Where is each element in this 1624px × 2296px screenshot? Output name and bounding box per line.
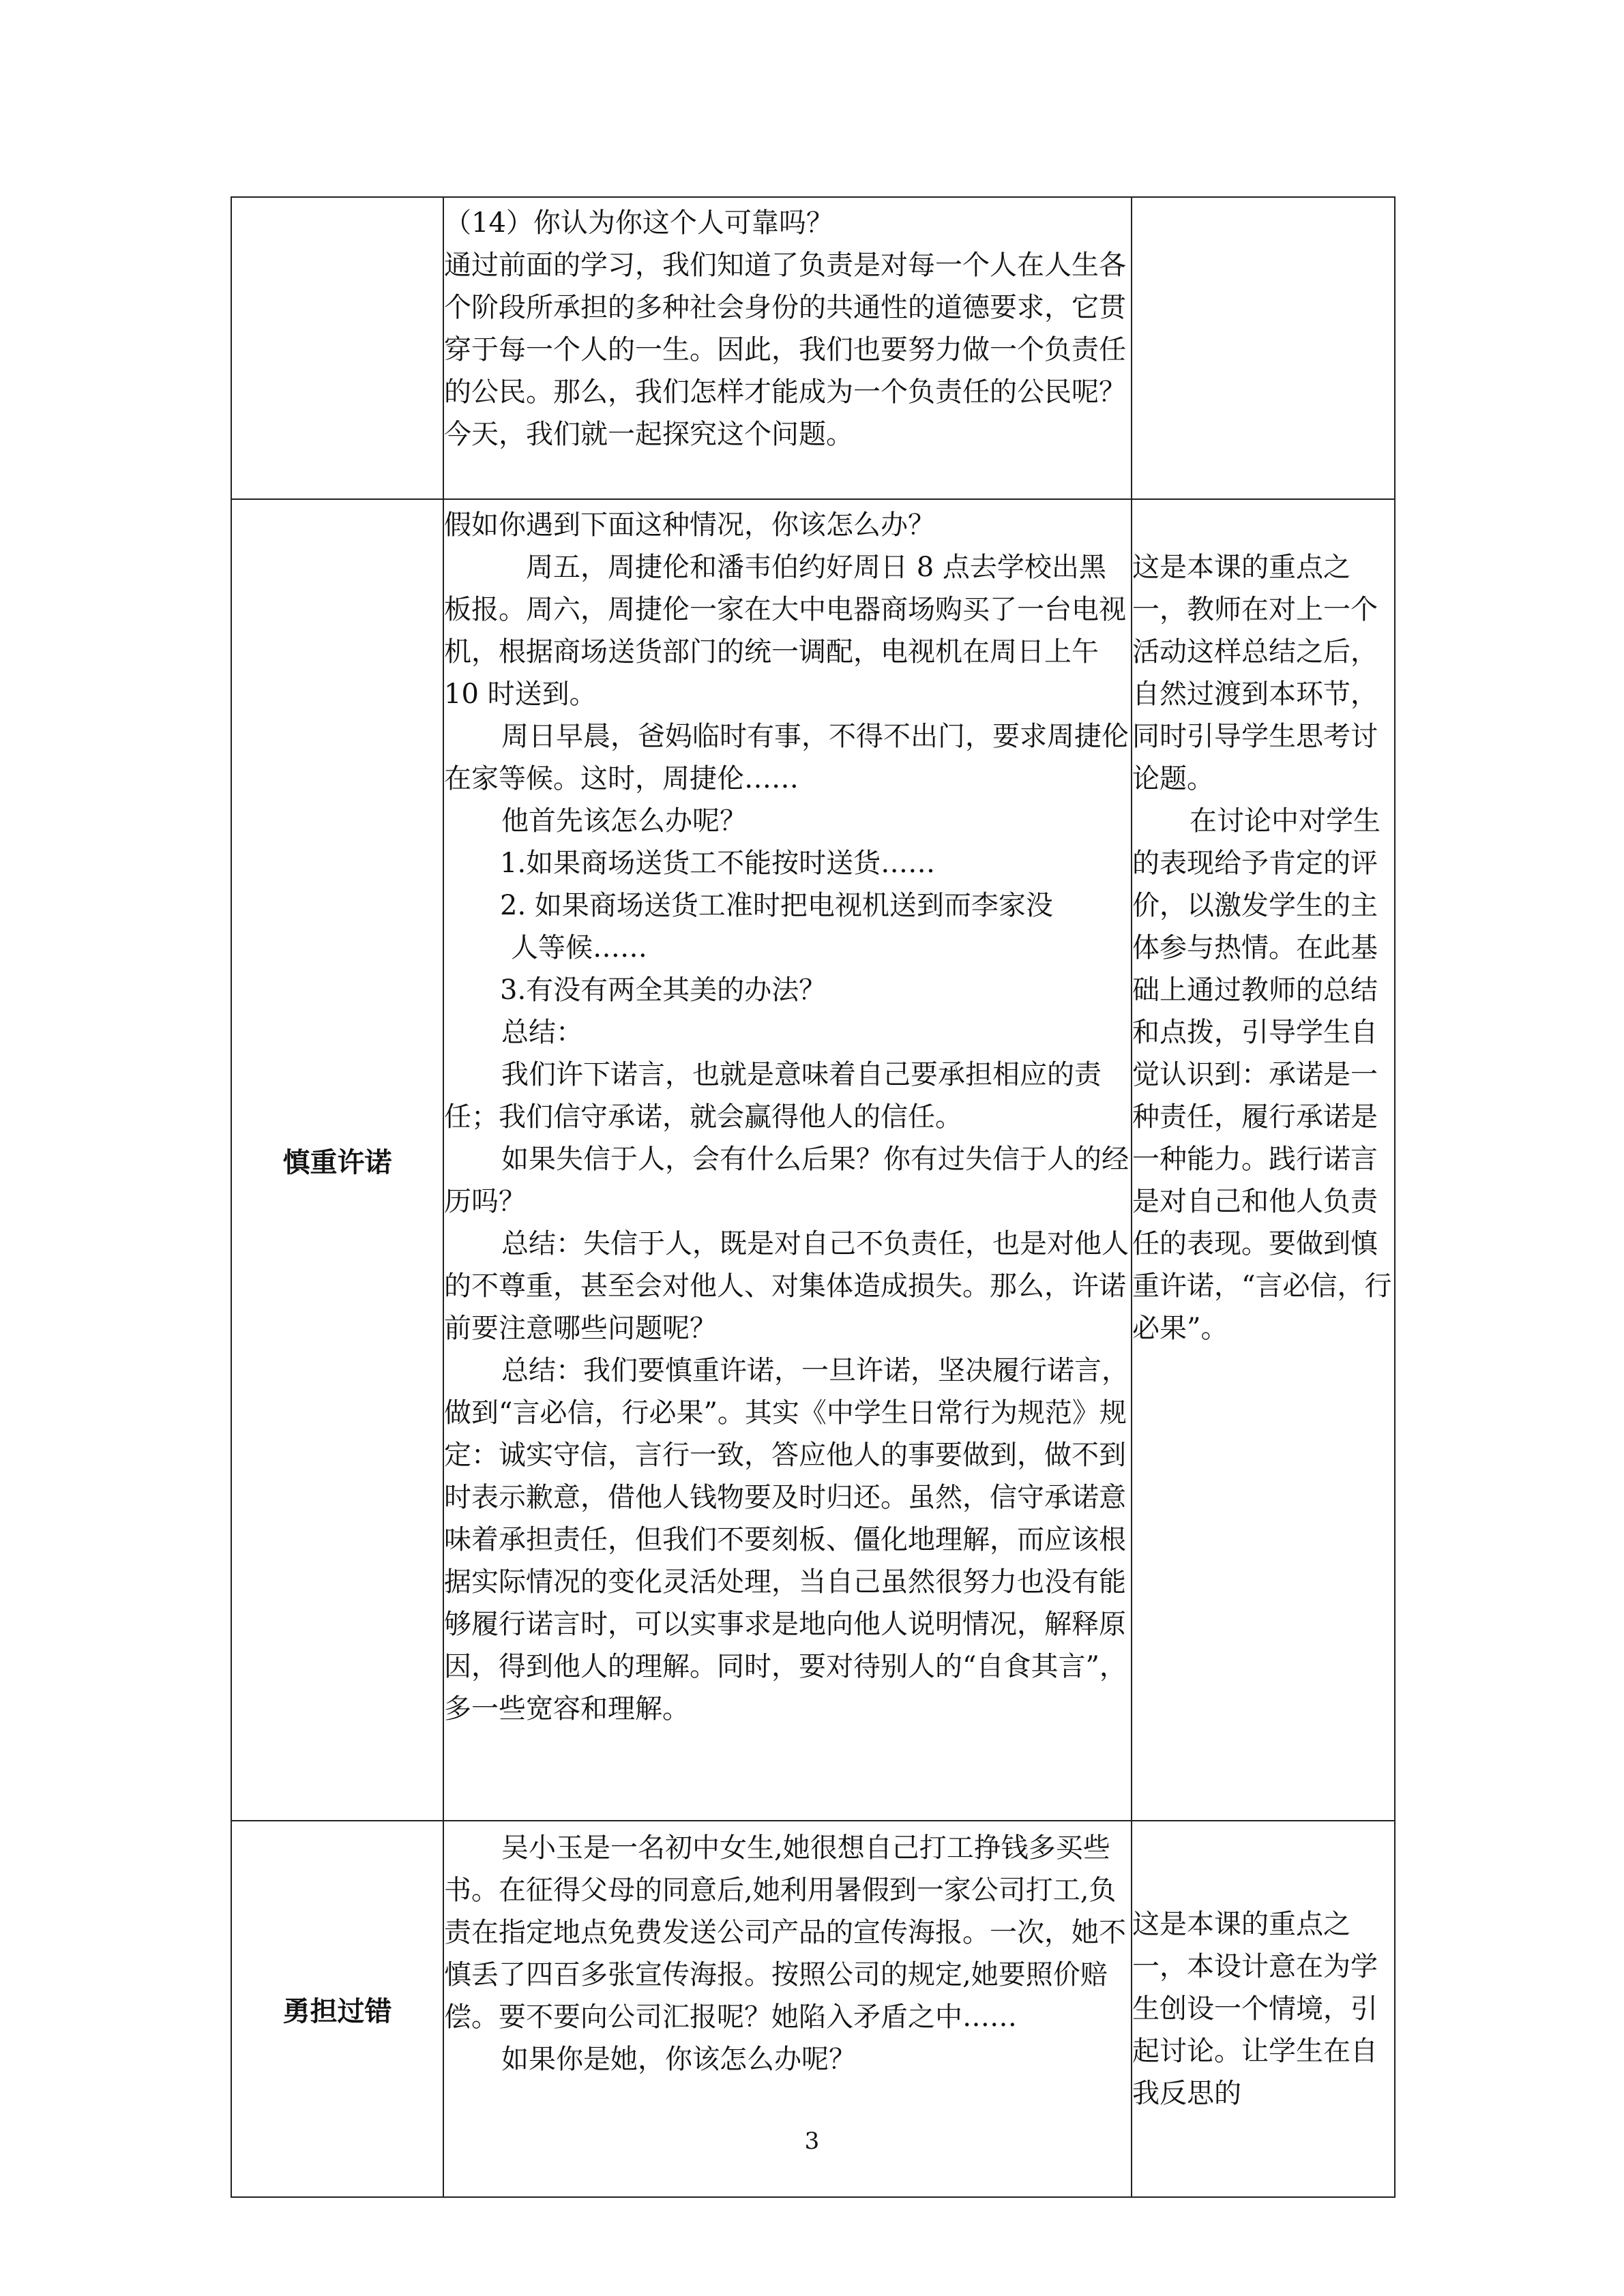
section-label-mistake: 勇担过错 (231, 1821, 443, 2197)
activity-content (443, 197, 1132, 499)
table-row (231, 499, 1395, 1821)
question-line: （14）你认为你这个人可靠吗？ (444, 207, 833, 239)
discussion-item-cont: 人等候…… (511, 932, 647, 964)
discussion-item: 2. 如果商场送货工准时把电视机送到而李家没 (500, 890, 1053, 921)
lesson-plan-table (231, 196, 1396, 2198)
section-label-promise: 慎重许诺 (231, 499, 443, 1821)
scenario-paragraph: 周日早晨，爸妈临时有事，不得不出门，要求周捷伦在家等候。这时，周捷伦…… (444, 721, 1129, 794)
design-note (1132, 499, 1395, 1821)
summary-paragraph: 我们许下诺言，也就是意味着自己要承担相应的责任；我们信守承诺，就会赢得他人的信任。 (444, 1059, 1102, 1133)
note-paragraph: 这是本课的重点之一，教师在对上一个活动这样总结之后，自然过渡到本环节，同时引导学生思考讨论题。 (1132, 552, 1378, 794)
design-note: 这是本课的重点之一，本设计意在为学生创设一个情境，引起讨论。让学生在自我反思的 (1132, 1821, 1395, 2197)
page-number: 3 (804, 2128, 820, 2155)
intro-paragraph: 通过前面的学习，我们知道了负责是对每一个人在人生各个阶段所承担的多种社会身份的共通性的道德要求，它贯穿于每一个人的一生。因此，我们也要努力做一个负责任的公民。那么，我们怎样才能成为一个负责任的公民呢？今天，我们就一起探究这个问题。 (444, 250, 1126, 450)
scenario-prompt: 假如你遇到下面这种情况，你该怎么办？ (444, 509, 935, 541)
note-paragraph: 在讨论中对学生的表现给予肯定的评价，以激发学生的主体参与热情。在此基础上通过教师的总结和点拨，引导学生自觉认识到：承诺是一种责任，履行承诺是一种能力。践行诺言是对自己和他人负责任的表现。要做到慎重许诺，“言必信，行必果”。 (1132, 805, 1392, 1344)
discussion-question: 如果失信于人，会有什么后果？你有过失信于人的经历吗？ (444, 1144, 1129, 1217)
section-label (231, 197, 443, 499)
scenario-paragraph: 周五，周捷伦和潘韦伯约好周日 8 点去学校出黑板报。周六，周捷伦一家在大中电器商场购买了一台电视机，根据商场送货部门的统一调配，电视机在周日上午 10 时送到。 (444, 552, 1126, 710)
discussion-item: 1.如果商场送货工不能按时送货…… (500, 848, 936, 879)
discussion-item: 3.有没有两全其美的办法？ (500, 974, 827, 1006)
activity-content (443, 499, 1132, 1821)
discussion-question: 他首先该怎么办呢？ (501, 805, 747, 837)
table-row (231, 197, 1395, 499)
summary-paragraph: 总结：失信于人，既是对自己不负责任，也是对他人的不尊重，甚至会对他人、对集体造成损失。那么，许诺前要注意哪些问题呢？ (444, 1228, 1129, 1344)
discussion-question: 如果你是她，你该怎么办呢？ (501, 2044, 856, 2075)
summary-paragraph: 总结：我们要慎重许诺，一旦许诺，坚决履行诺言，做到“言必信，行必果”。其实《中学生日常行为规范》规定：诚实守信，言行一致，答应他人的事要做到，做不到时表示歉意，借他人钱物要及时归还。虽然，信守承诺意味着承担责任，但我们不要刻板、僵化地理解，而应该根据实际情况的变化灵活处理，当自己虽然很努力也没有能够履行诺言时，可以实事求是地向他人说明情况，解释原因，得到他人的理解。同时，要对待别人的“自食其言”，多一些宽容和理解。 (444, 1355, 1129, 1725)
scenario-paragraph: 吴小玉是一名初中女生,她很想自己打工挣钱多买些书。在征得父母的同意后,她利用暑假到一家公司打工,负责在指定地点免费发送公司产品的宣传海报。一次，她不慎丢了四百多张宣传海报。按照公司的规定,她要照价赔偿。要不要向公司汇报呢？她陷入矛盾之中…… (444, 1832, 1126, 2033)
design-note (1132, 197, 1395, 499)
summary-heading: 总结： (501, 1017, 583, 1048)
